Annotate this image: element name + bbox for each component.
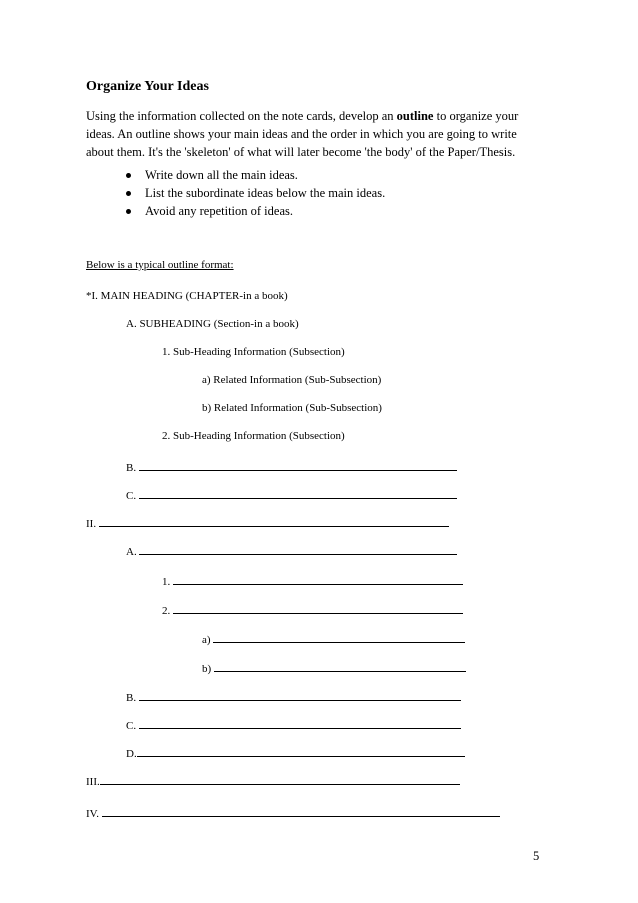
bullet-icon [126, 191, 131, 196]
page-number: 5 [533, 849, 540, 863]
outline-emphasis: outline [396, 109, 434, 123]
outline-blank-b [126, 458, 457, 474]
blank-line [214, 659, 466, 672]
bullet-item [126, 202, 385, 220]
outline-marker: II. [86, 518, 97, 530]
outline-marker: 1. [162, 576, 171, 588]
bullet-icon [126, 173, 131, 178]
para-line-2: ideas. An outline shows your main ideas and the order in which you are going to write [86, 127, 517, 141]
blank-line [139, 716, 461, 729]
intro-paragraph [86, 107, 546, 161]
blank-line [139, 688, 461, 701]
outline-marker: C. [126, 720, 137, 732]
bullet-text: Write down all the main ideas. [145, 168, 298, 182]
blank-line [213, 630, 465, 643]
outline-marker: 2. [162, 605, 171, 617]
outline-blank-ii-1 [162, 572, 463, 588]
format-intro: Below is a typical outline format: [86, 259, 234, 271]
outline-level-i: *I. MAIN HEADING (CHAPTER-in a book) [86, 290, 288, 302]
outline-marker: B. [126, 692, 137, 704]
blank-line [102, 804, 500, 817]
outline-marker: a) [202, 634, 211, 646]
outline-blank-iii [86, 772, 460, 788]
blank-line [173, 572, 463, 585]
outline-level-b-small: b) Related Information (Sub-Subsection) [202, 402, 382, 414]
blank-line [139, 542, 457, 555]
outline-blank-c [126, 486, 457, 502]
page-title: Organize Your Ideas [86, 79, 209, 94]
blank-line [139, 486, 457, 499]
outline-marker: B. [126, 462, 137, 474]
bullet-item [126, 166, 385, 184]
outline-blank-ii-2 [162, 601, 463, 617]
outline-marker: III. [86, 776, 100, 788]
bullet-list [126, 166, 385, 220]
outline-blank-iv [86, 804, 500, 820]
outline-blank-ii-b [126, 688, 461, 704]
outline-marker: D. [126, 748, 137, 760]
outline-level-2: 2. Sub-Heading Information (Subsection) [162, 430, 345, 442]
outline-level-1: 1. Sub-Heading Information (Subsection) [162, 346, 345, 358]
para-text: Using the information collected on the note cards, develop an [86, 109, 397, 123]
outline-blank-ii [86, 514, 449, 530]
outline-blank-ii-2b [202, 659, 466, 675]
outline-marker: b) [202, 663, 212, 675]
blank-line [137, 744, 465, 757]
bullet-icon [126, 209, 131, 214]
blank-line [100, 772, 460, 785]
para-line-3: about them. It's the 'skeleton' of what will later become 'the body' of the Paper/Thesis. [86, 145, 516, 159]
outline-level-a-small: a) Related Information (Sub-Subsection) [202, 374, 382, 386]
outline-blank-ii-a [126, 542, 457, 558]
blank-line [173, 601, 463, 614]
outline-marker: A. [126, 546, 137, 558]
bullet-text: Avoid any repetition of ideas. [145, 204, 293, 218]
para-line-1 [86, 107, 546, 125]
outline-blank-ii-2a [202, 630, 465, 646]
outline-blank-ii-d [126, 744, 465, 760]
outline-level-a: A. SUBHEADING (Section-in a book) [126, 318, 299, 330]
bullet-text: List the subordinate ideas below the main ideas. [145, 186, 386, 200]
blank-line [139, 458, 457, 471]
outline-marker: C. [126, 490, 137, 502]
para-text: to organize your [433, 109, 519, 123]
bullet-item [126, 184, 385, 202]
outline-marker: IV. [86, 808, 99, 820]
blank-line [99, 514, 449, 527]
outline-blank-ii-c [126, 716, 461, 732]
